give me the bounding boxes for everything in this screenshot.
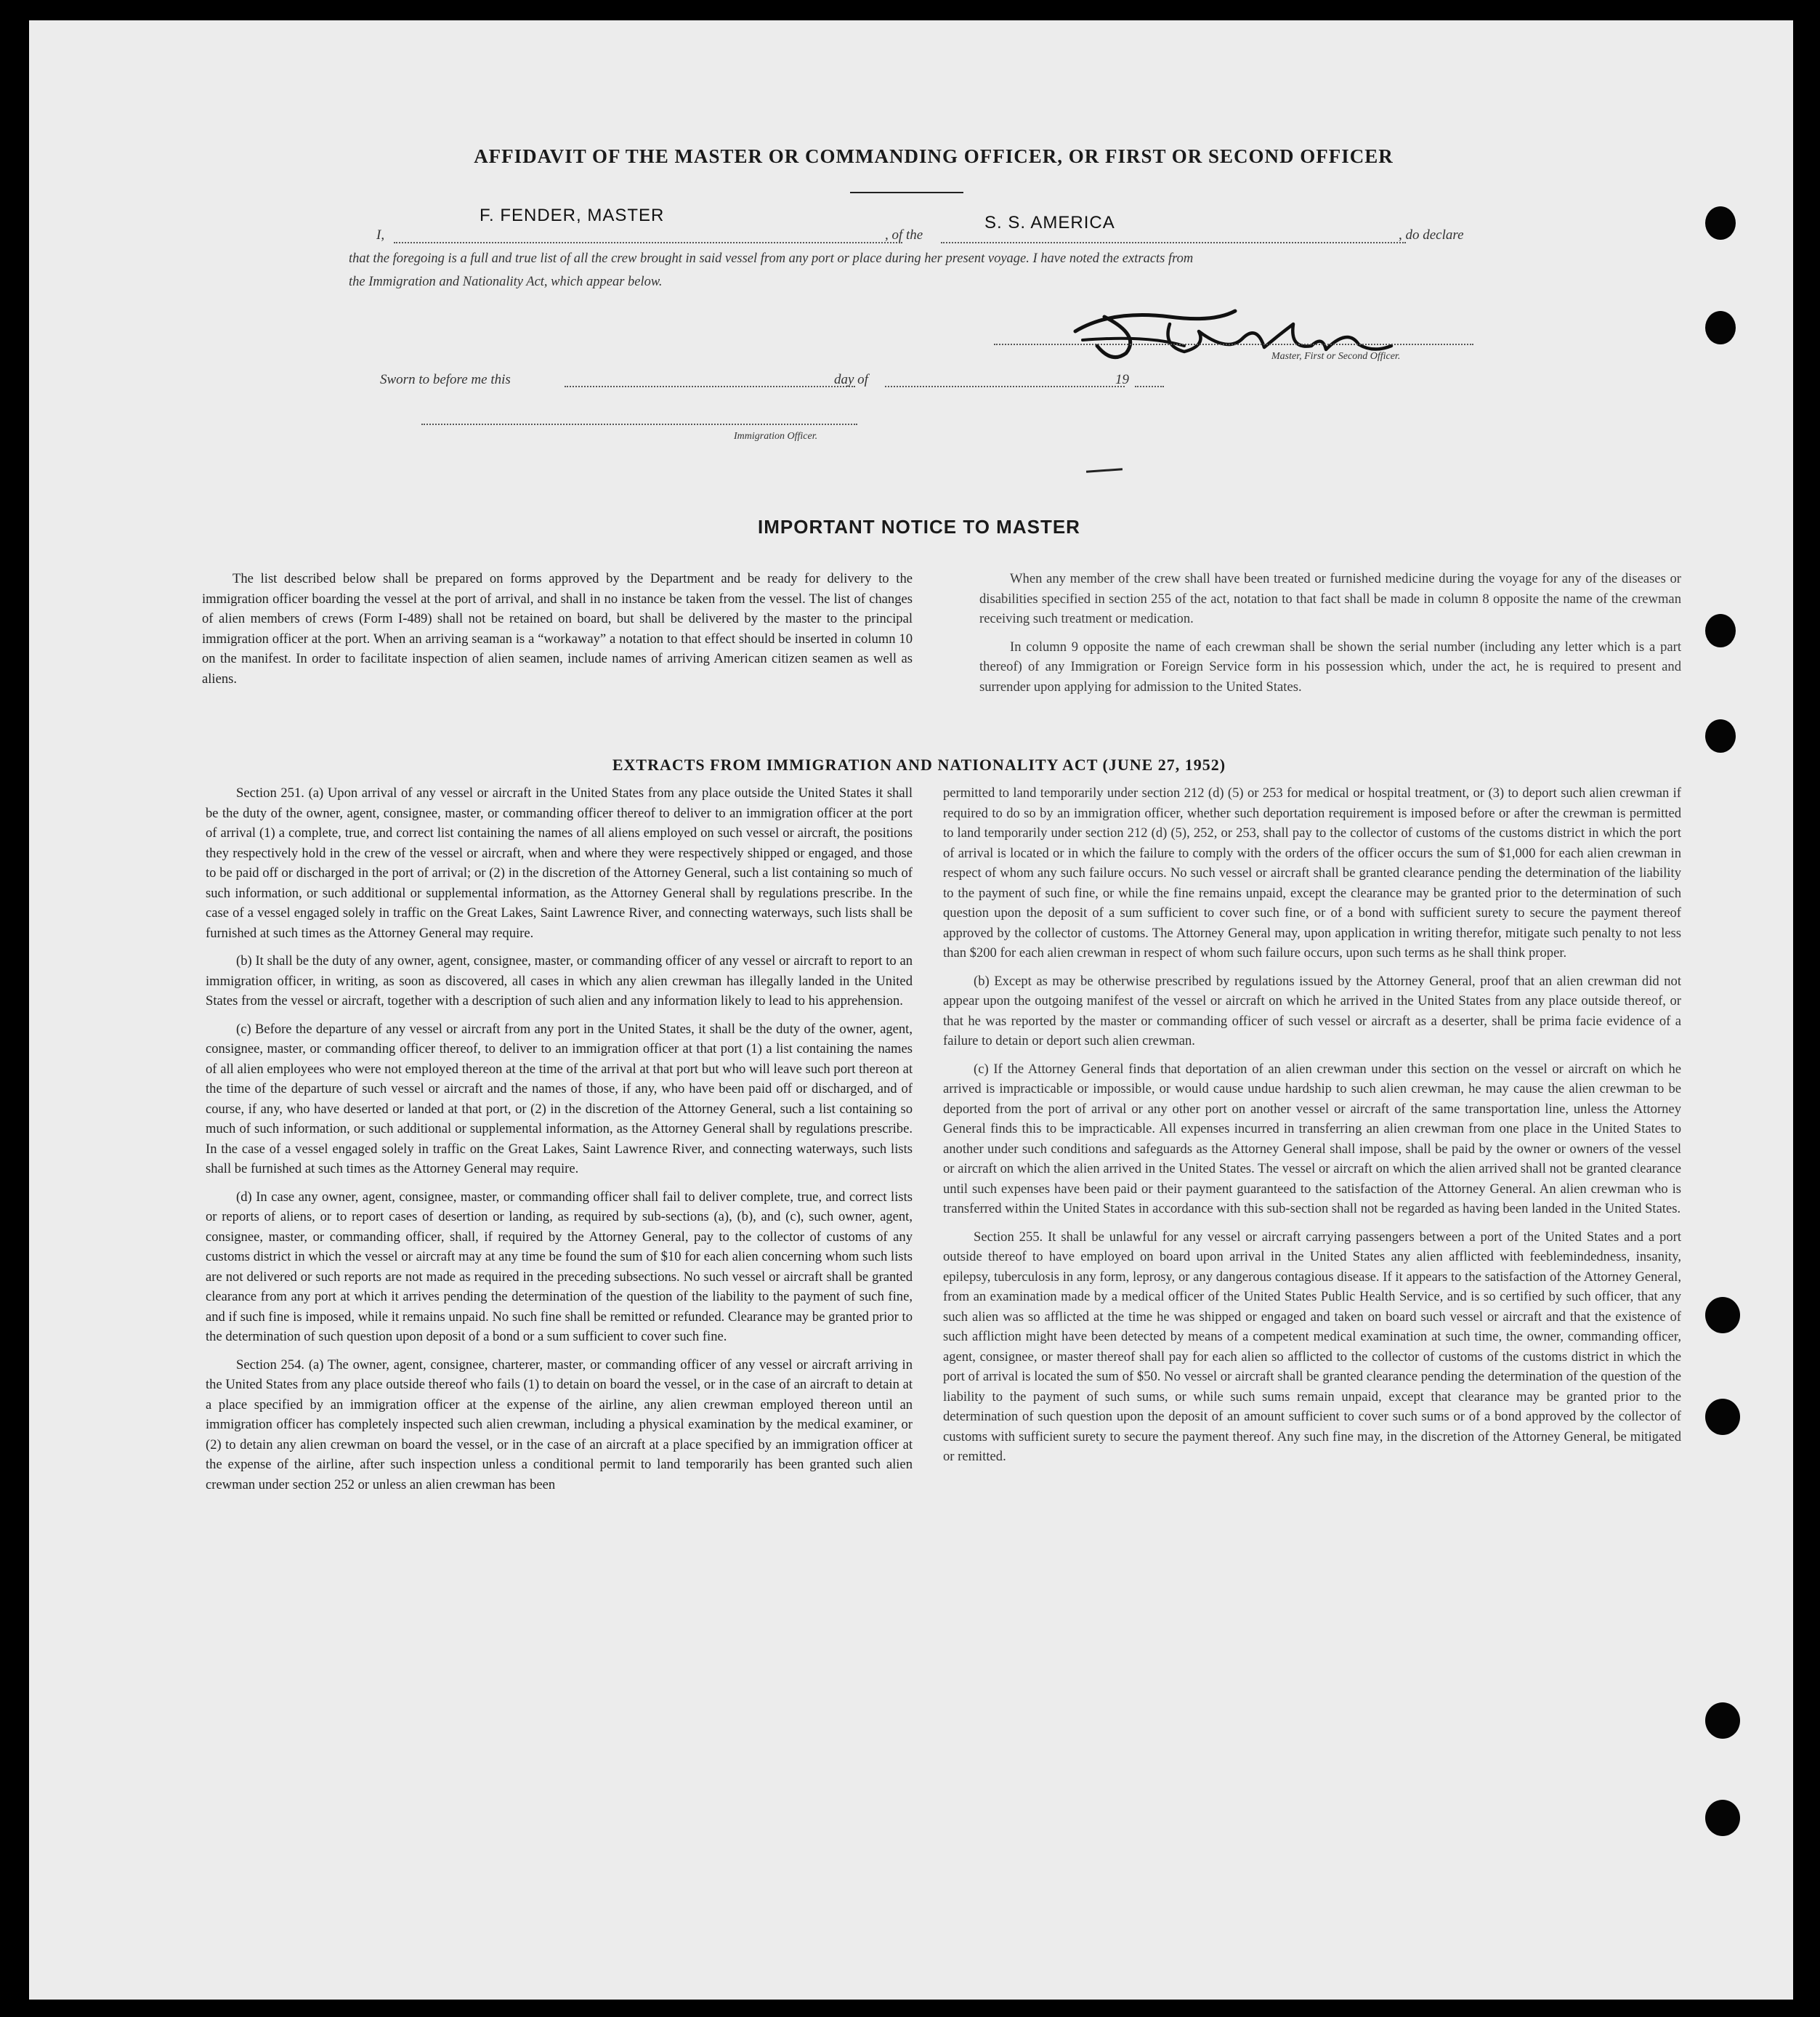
- officer-signature-line: [421, 424, 857, 425]
- master-name-filled: F. FENDER, MASTER: [480, 206, 665, 225]
- section-254-c: (c) If the Attorney General finds that deportation of an alien crewman under this section on the vessel or aircraft on which he arrived is impracticable or impossible, or would cause undue hardship to such alien crewman, he may cause the alien crewman to be deported from the port of arrival or any other port on another vessel or aircraft of the same transportation line, unless the Attorney General finds this to be impracticable. All expenses incurred in transferring an alien crewman from one place in the United States to another under such conditions and safeguards as the Attorney General shall impose, shall be paid by the owner or owners of the vessel or aircraft on which the alien arrived in the United States. The vessel or aircraft on which the alien arrived shall not be granted clearance until such expenses have been paid or their payment guaranteed to the satisfaction of the Attorney General. An alien crewman who is transferred within the United States in accordance with this sub-section shall not be regarded as having been landed in the United States.: [943, 1061, 1681, 1216]
- notice-left-column: [202, 569, 913, 697]
- section-251-c: (c) Before the departure of any vessel or aircraft from any port in the United States, it shall be the duty of the owner, agent, consignee, master, or commanding officer thereof, to deliver to an immigration officer at that port (1) a list containing the names of all alien employees who were not employed thereon at the time of the arrival at that port but who will leave such port thereon at the time of the departure of such vessel or aircraft and the names of those, if any, who have been paid off or discharged, and of course, if any, who have deserted or landed at that port, or (2) in the discretion of the Attorney General, such a list containing so much of such information, or such additional or supplemental information, as the Attorney General shall by regulations prescribe. In the case of a vessel engaged solely in traffic on the Great Lakes, Saint Lawrence River, and connecting waterways, such lists shall be furnished at such times as the Attorney General may require.: [206, 1021, 913, 1176]
- name-blank: [394, 242, 902, 243]
- declaration-text-line1: that the foregoing is a full and true list of all the crew brought in said vessel from any port or place during her present voyage. I have noted the extracts from: [349, 251, 1194, 266]
- sworn-month-blank: [885, 386, 1125, 387]
- extracts-title: EXTRACTS FROM IMMIGRATION AND NATIONALITY ACT (JUNE 27, 1952): [612, 756, 1226, 774]
- do-declare-label: , do declare: [1399, 227, 1464, 243]
- notice-left-paragraph: The list described below shall be prepared on forms approved by the Department and be ready for delivery to the immigration officer boarding the vessel at the port of arrival, and shall in no instance be taken from the vessel. The list of changes of alien members of crews (Form I-489) shall not be retained on board, but shall be delivered by the master to the principal immigration officer at the port. When an arriving seaman is a “workaway” a notation to that effect should be inserted in column 10 on the manifest. In order to facilitate inspection of alien seamen, include names of arriving American citizen seamen as well as aliens.: [202, 571, 913, 687]
- punch-hole: [1705, 206, 1736, 240]
- punch-hole: [1705, 719, 1736, 753]
- section-251-b: (b) It shall be the duty of any owner, agent, consignee, master, or commanding officer of any vessel or aircraft to report to an immigration officer, in writing, as soon as discovered, all cases in which any alien crewman has illegally landed in the United States from the vessel or aircraft, together with a description of such alien and any information likely to lead to his apprehension.: [206, 953, 913, 1008]
- title-rule: [850, 192, 963, 193]
- section-251-d: (d) In case any owner, agent, consignee, master, or commanding officer shall fail to deliver complete, true, and correct lists or reports of aliens, or to report cases of desertion or landing, as required by sub-sections (a), (b), and (c), such owner, agent, consignee, master, or commanding officer, shall, if required by the Attorney General, pay to the collector of customs of any customs district in which the vessel or aircraft may at any time be found the sum of $10 for each alien concerning whom such lists are not delivered or such reports are not made as required in the preceding subsections. No such vessel or aircraft shall be granted clearance from any port at which it arrives pending the determination of the question of the liability to the payment of such fine, and if such fine is imposed, while it remains unpaid. No such fine shall be remitted or refunded. Clearance may be granted prior to the determination of such question upon deposit of a bond or a sum sufficient to cover such fine.: [206, 1189, 913, 1344]
- section-255: Section 255. It shall be unlawful for any vessel or aircraft carrying passengers between a port of the United States and a port outside thereof to have employed on board upon arrival in the United States any alien afflicted with feeblemindedness, insanity, epilepsy, tuberculosis in any form, leprosy, or any dangerous contagious disease. If it appears to the satisfaction of the Attorney General, from an examination made by a medical officer of the United States Public Health Service, and is so certified by such officer, that any such alien was so afflicted at the time he was shipped or engaged and taken on board such vessel or aircraft and that the existence of such affliction might have been detected by means of a competent medical examination at such time, the owner, commanding officer, agent, consignee, or master thereof shall pay for each alien so afflicted to the collector of customs of the customs district in which the port of arrival is located the sum of $50. No vessel or aircraft shall be granted clearance pending the determination of the question of the liability to the payment of such sums, or while such sums remain unpaid, except that clearance may be granted prior to the determination of such question upon the deposit of an amount sufficient to cover such sums or of a bond approved by the collector of customs with sufficient surety to secure the payment thereof. Any such fine may, in the discretion of the Attorney General, be mitigated or remitted.: [943, 1229, 1681, 1464]
- vessel-blank: [941, 242, 1406, 243]
- i-label: I,: [376, 227, 385, 243]
- extracts-right-column: [943, 783, 1681, 1475]
- declaration-text-line2: the Immigration and Nationality Act, which appear below.: [349, 275, 663, 289]
- vessel-name-filled: S. S. AMERICA: [984, 213, 1115, 233]
- extracts-left-column: [206, 783, 913, 1503]
- sworn-year-blank: [1135, 386, 1164, 387]
- sworn-day-blank: [565, 386, 855, 387]
- punch-hole: [1705, 1702, 1740, 1739]
- year-label: 19: [1115, 372, 1129, 387]
- signature-line: [994, 344, 1473, 345]
- section-254-a-continued: permitted to land temporarily under section 212 (d) (5) or 253 for medical or hospital treatment, or (3) to deport such alien crewman if required to do so by an immigration officer, whether such deportation requirement is imposed before or after the crewman is permitted to land temporarily under section 212 (d) (5), 252, or 253, shall pay to the collector of customs of the customs district in which the port of arrival is located or in which the failure to comply with the orders of the officer occurs the sum of $1,000 for each alien crewman in respect of whom any such failure occurs. No such vessel or aircraft shall be granted clearance pending the determination of the liability to the payment of such fine, or while the fine remains unpaid, except the clearance may be granted prior to the determination of such question upon the deposit of a sum sufficient to cover such fine, or of a bond with sufficient surety to secure the payment thereof approved by the collector of customs. The Attorney General may, upon application in writing therefor, mitigate such penalty to not less than $200 for each alien crewman in respect of whom such failure occurs, upon such terms as he shall think proper.: [943, 785, 1681, 961]
- day-of-label: day of: [834, 372, 868, 387]
- notice-title: IMPORTANT NOTICE TO MASTER: [758, 516, 1080, 538]
- notice-right-column: [979, 569, 1681, 705]
- document-page: [29, 20, 1793, 2000]
- affidavit-title: AFFIDAVIT OF THE MASTER OR COMMANDING OFFICER, OR FIRST OR SECOND OFFICER: [474, 145, 1394, 167]
- officer-caption: Immigration Officer.: [734, 431, 818, 442]
- notice-right-paragraph-2: In column 9 opposite the name of each crewman shall be shown the serial number (including any letter which is a part thereof) of any Immigration or Foreign Service form in his possession which, under the act, he is required to present and surrender upon applying for admission to the United States.: [979, 639, 1681, 695]
- pen-mark: [1086, 468, 1123, 472]
- sworn-label: Sworn to before me this: [380, 372, 511, 387]
- notice-right-paragraph-1: When any member of the crew shall have been treated or furnished medicine during the voyage for any of the diseases or disabilities specified in section 255 of the act, notation to that fact shall be made in column 8 opposite the name of the crewman receiving such treatment or medication.: [979, 571, 1681, 626]
- of-the-label: , of the: [885, 227, 923, 243]
- punch-hole: [1705, 1399, 1740, 1435]
- punch-hole: [1705, 614, 1736, 647]
- punch-hole: [1705, 1800, 1740, 1836]
- section-254-b: (b) Except as may be otherwise prescribed by regulations issued by the Attorney General, proof that an alien crewman did not appear upon the outgoing manifest of the vessel or aircraft on which he arrived in the United States from any place outside thereof, or that he was reported by the master or commanding officer of such vessel or aircraft as a deserter, shall be prima facie evidence of a failure to detain or deport such alien crewman.: [943, 973, 1681, 1048]
- punch-hole: [1705, 1297, 1740, 1333]
- punch-hole: [1705, 311, 1736, 344]
- section-254-a: Section 254. (a) The owner, agent, consignee, charterer, master, or commanding officer of any vessel or aircraft arriving in the United States from any place outside thereof who fails (1) to detain on board the vessel, or in the case of an aircraft to detain at a place specified by an immigration officer at the expense of the airline, any alien crewman employed thereon until an immigration officer has completely inspected such alien crewman, including a physical examination by the medical examiner, or (2) to detain any alien crewman on board the vessel, or in the case of an aircraft at a place specified by an immigration officer at the expense of the airline, after such inspection unless a conditional permit to land temporarily has been granted such alien crewman under section 252 or unless an alien crewman has been: [206, 1357, 913, 1492]
- section-251-a: Section 251. (a) Upon arrival of any vessel or aircraft in the United States from any place outside the United States it shall be the duty of the owner, agent, consignee, master, or commanding officer thereof to deliver to an immigration officer at the port of arrival (1) a complete, true, and correct list containing the names of all aliens employed on such vessel or aircraft, the positions they respectively hold in the crew of the vessel or aircraft, when and where they were respectively shipped or engaged, and those to be paid off or discharged in the port of arrival; or (2) in the discretion of the Attorney General, such a list containing so much of such information, or such additional or supplemental information, as the Attorney General shall by regulations prescribe. In the case of a vessel engaged solely in traffic on the Great Lakes, Saint Lawrence River, and connecting waterways, such lists shall be furnished at such times as the Attorney General may require.: [206, 785, 913, 941]
- signature-caption: Master, First or Second Officer.: [1271, 351, 1401, 362]
